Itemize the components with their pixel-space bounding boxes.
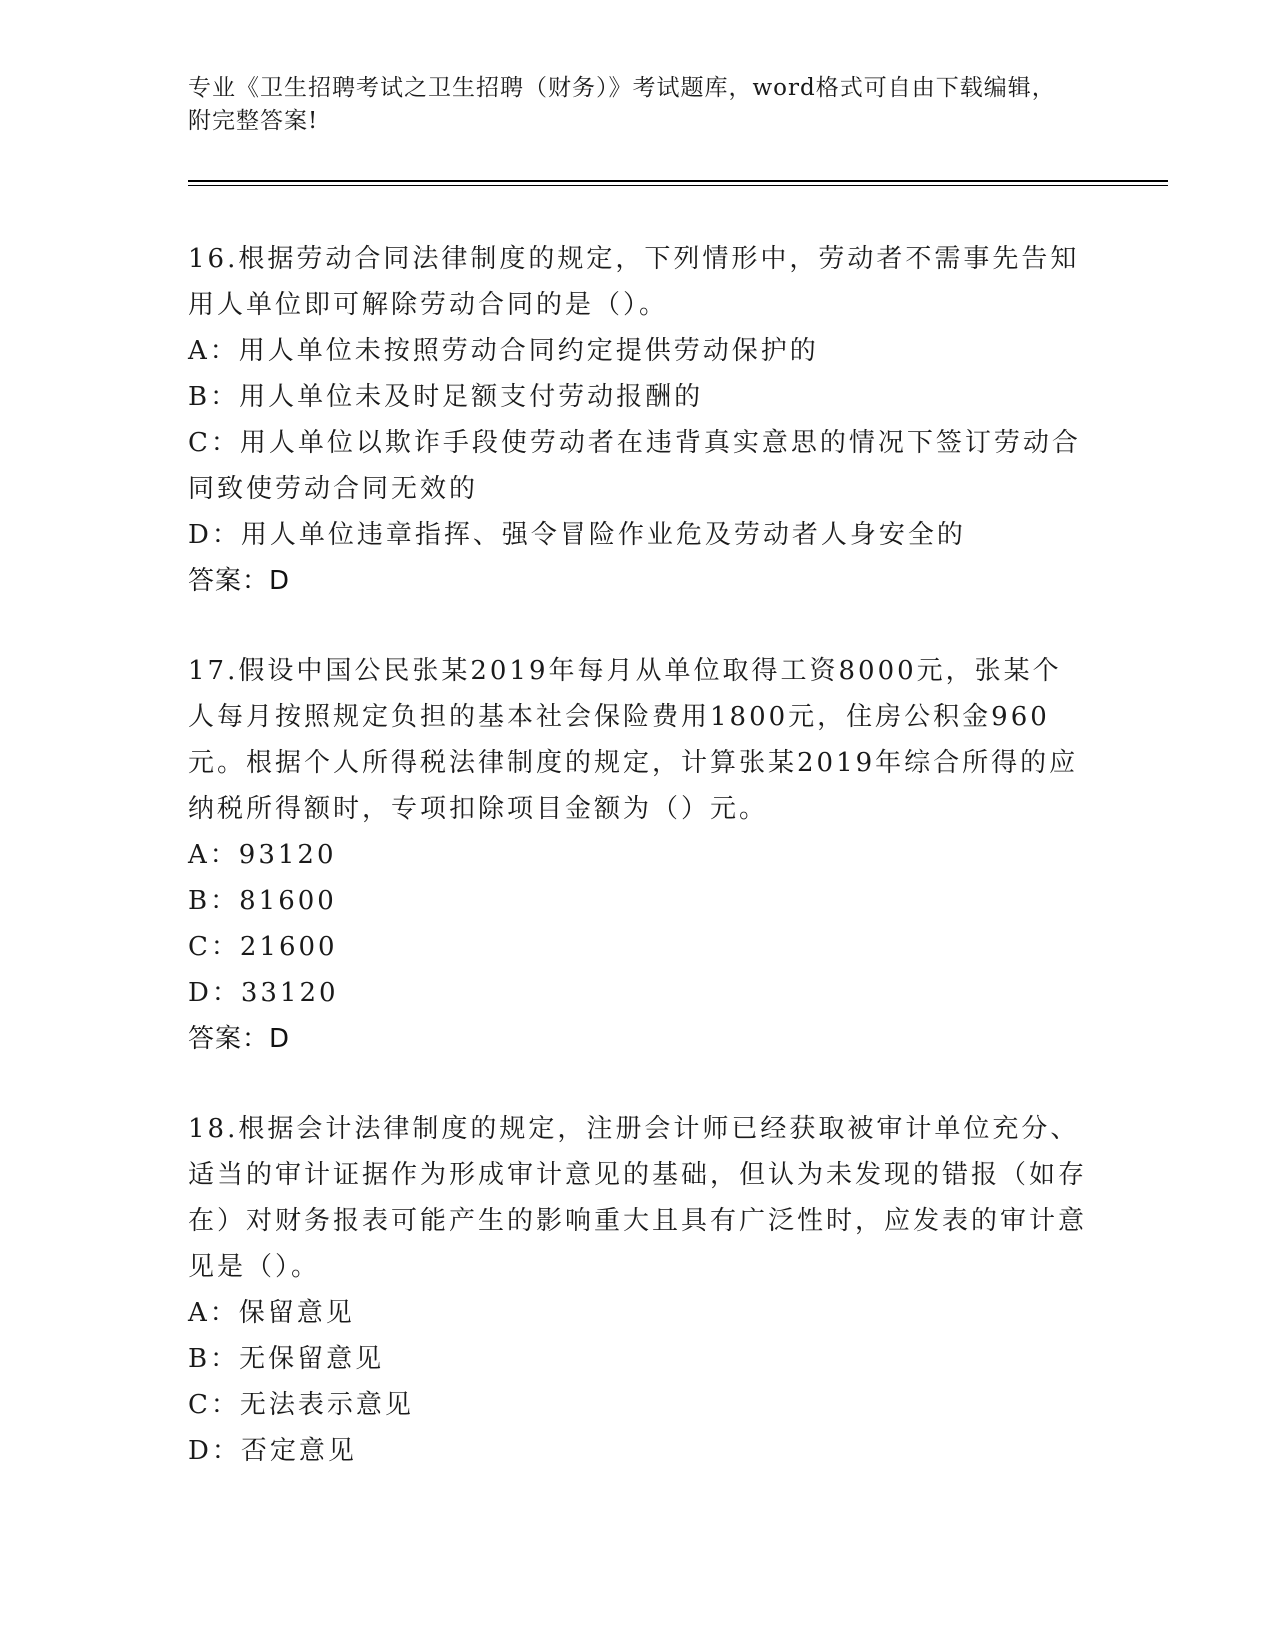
answer-line: 答案：D xyxy=(188,1024,291,1054)
question-stem: 17.假设中国公民张某2019年每月从单位取得工资8000元，张某个人每月按照规定负担的基本社会保险费用1800元，住房公积金960元。根据个人所得税法律制度的规定，计算张某2019年综合所得的应纳税所得额时，专项扣除项目金额为（）元。 xyxy=(188,656,1079,824)
option-b: B：81600 xyxy=(188,886,337,916)
option-c: C：用人单位以欺诈手段使劳动者在违背真实意思的情况下签订劳动合同致使劳动合同无效的 xyxy=(188,428,1081,504)
option-c: C：无法表示意见 xyxy=(188,1390,414,1420)
question-16 xyxy=(188,236,1088,604)
option-list xyxy=(188,832,1088,1016)
option-a: A：93120 xyxy=(188,840,337,870)
header-divider xyxy=(188,180,1168,182)
option-b: B：无保留意见 xyxy=(188,1344,385,1374)
question-list xyxy=(188,236,1088,1518)
option-list xyxy=(188,1290,1088,1474)
answer-line: 答案：D xyxy=(188,566,291,596)
question-stem: 16.根据劳动合同法律制度的规定，下列情形中，劳动者不需事先告知用人单位即可解除劳动合同的是（）。 xyxy=(188,244,1080,320)
document-header: 专业《卫生招聘考试之卫生招聘（财务）》考试题库，word格式可自由下载编辑，附完整答案! xyxy=(188,75,1056,134)
option-a: A：用人单位未按照劳动合同约定提供劳动保护的 xyxy=(188,336,819,366)
option-b: B：用人单位未及时足额支付劳动报酬的 xyxy=(188,382,704,412)
header-divider-thin xyxy=(188,185,1168,186)
option-d: D：否定意见 xyxy=(188,1436,357,1466)
option-d: D：用人单位违章指挥、强令冒险作业危及劳动者人身安全的 xyxy=(188,520,966,550)
option-list xyxy=(188,328,1088,558)
option-d: D：33120 xyxy=(188,978,339,1008)
question-stem: 18.根据会计法律制度的规定，注册会计师已经获取被审计单位充分、适当的审计证据作为形成审计意见的基础，但认为未发现的错报（如存在）对财务报表可能产生的影响重大且具有广泛性时，应发表的审计意见是（）。 xyxy=(188,1114,1088,1282)
question-17 xyxy=(188,648,1088,1062)
question-18 xyxy=(188,1106,1088,1474)
option-a: A：保留意见 xyxy=(188,1298,355,1328)
option-c: C：21600 xyxy=(188,932,338,962)
